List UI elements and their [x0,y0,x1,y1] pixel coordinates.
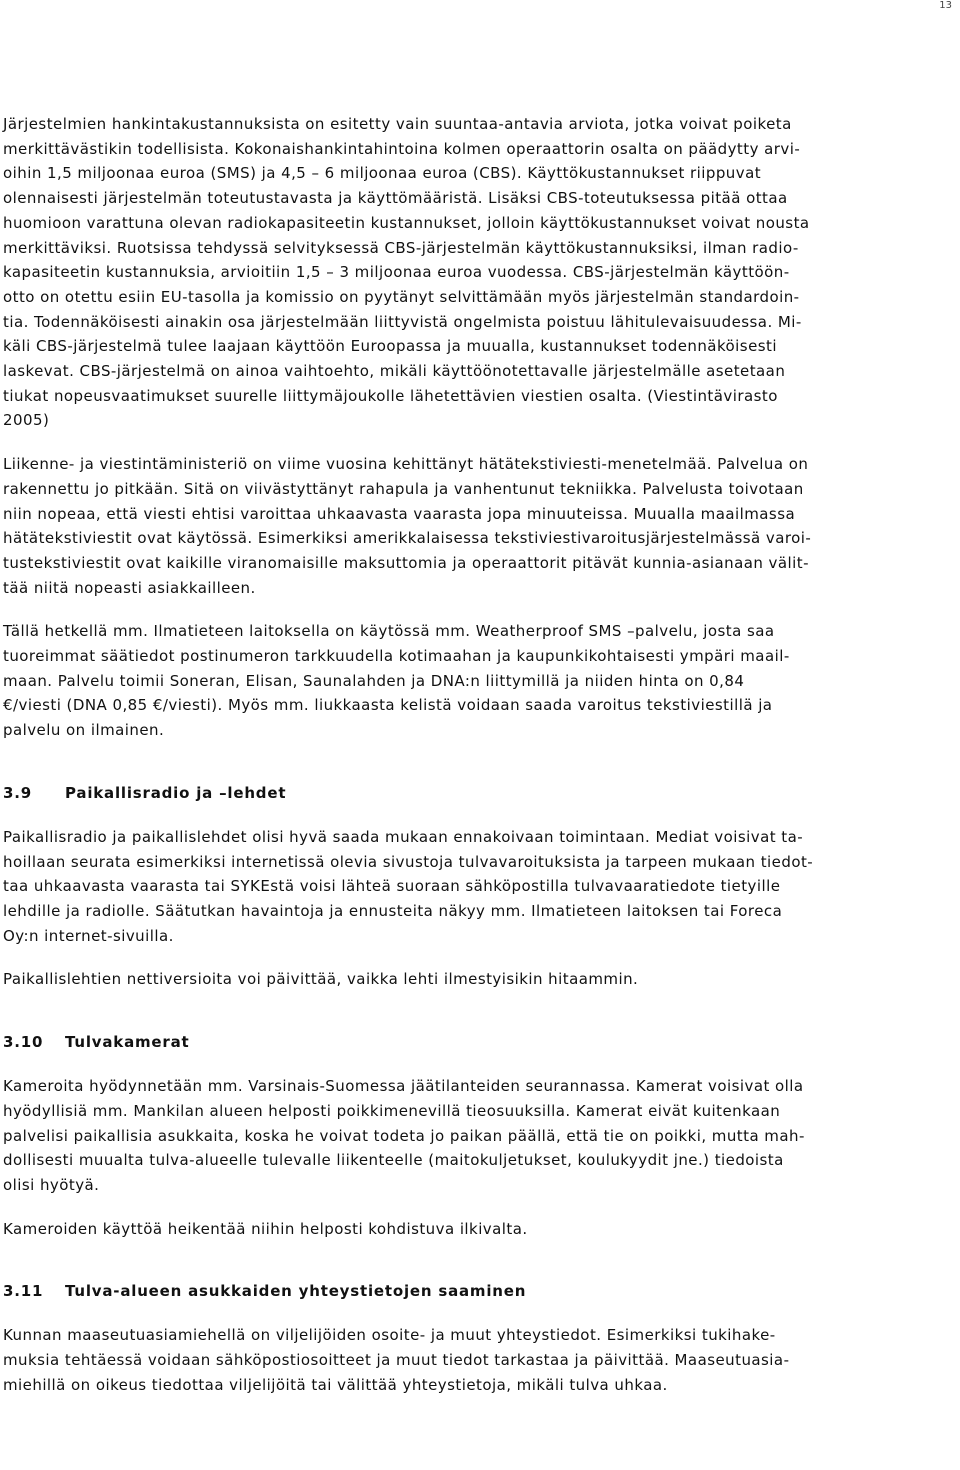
section-number: 3.9 [3,783,32,802]
paragraph-online-newspapers: Paikallislehtien nettiversioita voi päivittää, vaikka lehti ilmestyisikin hitaammin. [3,970,639,989]
paragraph-resident-contacts: Kunnan maaseutuasiamiehellä on viljelijöiden osoite- ja muut yhteystiedot. Esimerkiksi tukihake- muksia tehtäessä voidaan sähköpostiosoitteet ja muut tiedot tarkastaa ja päivittää. Maaseutuasia- miehillä on oikeus tiedottaa viljelijöitä tai välittää yhteystietoja, mikäli tulva uhkaa. [3,1326,790,1394]
paragraph-vandalism: Kameroiden käyttöä heikentää niihin helposti kohdistuva ilkivalta. [3,1219,528,1238]
paragraph-emergency-sms: Liikenne- ja viestintäministeriö on viime vuosina kehittänyt hätätekstiviesti-menetelmää. Palvelua on rakennettu jo pitkään. Sitä on viivästyttänyt rahapula ja vanhentunut tekniikka. Palvelusta toivotaan niin nopeaa, että viesti ehtisi varoittaa uhkaavasta vaarasta jopa minuuteissa. Muualla maailmassa hätätekstiviestit ovat käytössä. Esimerkiksi amerikkalaisessa tekstiviestivaroitusjärjestelmässä varoi- tustekstiviestit ovat kaikille viranomaisille maksuttomia ja operaattorit pitävät kunnia-asianaan välit- tää niitä nopeasti asiakkailleen. [3,455,812,597]
section-heading-local-media [3,762,958,805]
section-heading-flood-cameras [3,1011,958,1054]
section-number: 3.10 [3,1033,44,1052]
paragraph-weatherproof-sms: Tällä hetkellä mm. Ilmatieteen laitoksella on käytössä mm. Weatherproof SMS –palvelu, josta saa tuoreimmat säätiedot postinumeron tarkkuudella kotimaahan ja kaupunkikohtaisesti ympäri maail- maan. Palvelu toimii Soneran, Elisan, Saunalahden ja DNA:n liittymillä ja niiden hinta on 0,84 €/viesti (DNA 0,85 €/viesti). Myös mm. liukkaasta kelistä voidaan saada varoitus tekstiviestillä ja palvelu on ilmainen. [3,622,790,740]
paragraph-local-media: Paikallisradio ja paikallislehdet olisi hyvä saada mukaan ennakoivaan toimintaan. Mediat voisivat ta- hoillaan seurata esimerkiksi internetissä olevia sivustoja tulvavaroituksista ja tarpeen mukaan tiedot- taa uhkaavasta vaarasta tai SYKEstä voisi lähteä suoraan sähköpostilla tulvavaaratiedote tietyille lehdille ja radiolle. Säätutkan havaintoja ja ennusteita näkyy mm. Ilmatieteen laitoksen tai Foreca Oy:n internet-sivuilla. [3,827,814,945]
section-heading-resident-contacts [3,1260,958,1303]
document-body [3,112,958,1416]
section-title: Tulvakamerat [65,1033,190,1052]
paragraph-system-costs: Järjestelmien hankintakustannuksista on esitetty vain suuntaa-antavia arviota, jotka voivat poiketa merkittävästikin todellisista. Kokonaishankintahintoina kolmen operaattorin osalta on päädytty arvi- oihin 1,5 miljoonaa euroa (SMS) ja 4,5 – 6 miljoonaa euroa (CBS). Käyttökustannukset riippuvat olennaisesti järjestelmän toteutustavasta ja käyttömääristä. Lisäksi CBS-toteutuksessa pitää ottaa huomioon varattuna olevan radiokapasiteetin kustannukset, jolloin käyttökustannukset voivat nousta merkittäviksi. Ruotsissa tehdyssä selvityksessä CBS-järjestelmän käyttökustannuksiksi, ilman radio- kapasiteetin kustannuksia, arvioitiin 1,5 – 3 miljoonaa euroa vuodessa. CBS-järjestelmän käyttöön- otto on otettu esiin EU-tasolla ja komissio on pyytänyt selvittämään myös järjestelmän standardoin- tia. Todennäköisesti ainakin osa järjestelmään liittyvistä ongelmista poistuu lähitulevaisuudessa. Mi- käli CBS-järjestelmä tulee laajaan käyttöön Euroopassa ja muualla, kustannukset todennäköisesti laskevat. CBS-järjestelmä on ainoa vaihtoehto, mikäli käyttöönotettavalle järjestelmälle asetetaan tiukat nopeusvaatimukset suurelle liittymäjoukolle lähetettävien viestien osalta. (Viestintävirasto 2005) [3,115,810,430]
section-number: 3.11 [3,1282,44,1301]
page-number: 13 [939,0,952,11]
section-title: Tulva-alueen asukkaiden yhteystietojen saaminen [65,1282,527,1301]
section-title: Paikallisradio ja –lehdet [65,783,287,802]
paragraph-flood-cameras: Kameroita hyödynnetään mm. Varsinais-Suomessa jäätilanteiden seurannassa. Kamerat voisivat olla hyödyllisiä mm. Mankilan alueen helposti poikkimenevillä tieosuuksilla. Kamerat eivät kuitenkaan palvelisi paikallisia asukkaita, koska he voivat todeta jo paikan päällä, että tie on poikki, mutta mah- dollisesti muualta tulva-alueelle tulevalle liikenteelle (maitokuljetukset, koulukyydit jne.) tiedoista olisi hyötyä. [3,1077,805,1194]
